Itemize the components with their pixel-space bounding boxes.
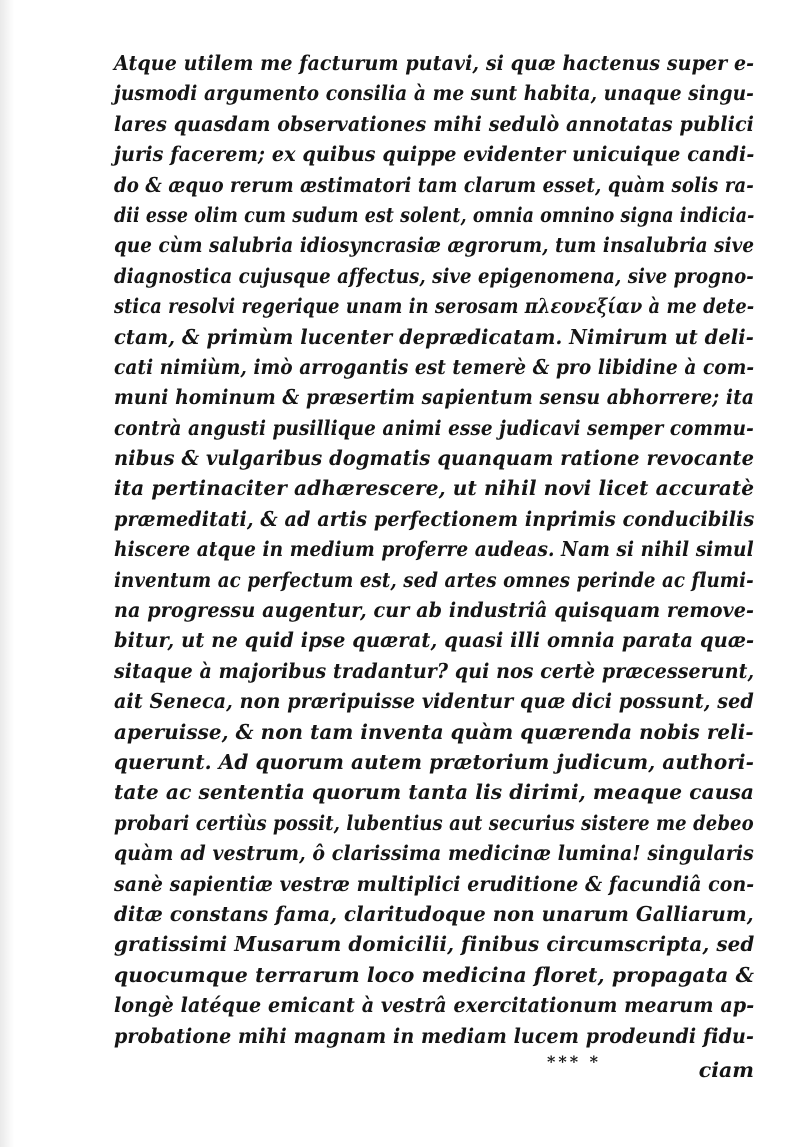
text-line: bitur, ut ne quid ipse quærat, quasi illi omnia parata quæ- [114,628,755,653]
text-line: cati nimiùm, imò arrogantis est temerè & pro libidine à com- [114,354,755,379]
text-line: muni hominum & præsertim sapientum sensu abhorrere; ita [114,385,755,410]
text-line: longè latéque emicant à vestrâ exercitationum mearum ap- [114,993,755,1018]
text-line: nibus & vulgaribus dogmatis quanquam ratione revocante [114,446,755,471]
page-footer [114,1052,754,1084]
text-line: ita pertinaciter adhærescere, ut nihil novi licet accuratè [114,476,755,501]
text-line: ctam, & primùm lucenter deprædicatam. Nimirum ut deli- [114,324,754,349]
text-line: quàm ad vestrum, ô clarissima medicinæ lumina! singularis [114,841,754,866]
text-line: jusmodi argumento consilia à me sunt habita, unaque singu- [114,81,754,106]
text-line: na progressu augentur, cur ab industriâ quisquam remove- [114,598,755,623]
text-line: querunt. Ad quorum autem prætorium judicum, authori- [114,749,754,774]
page-edge-shadow [0,0,14,1147]
text-line: inventum ac perfectum est, sed artes omnes perinde ac flumi- [114,567,754,592]
text-line: que cùm salubria idiosyncrasiæ ægrorum, tum insalubria sive [114,233,755,258]
text-line: hiscere atque in medium proferre audeas. Nam si nihil simul [114,537,754,562]
text-line: probatione mihi magnam in mediam lucem prodeundi fidu- [114,1023,754,1048]
text-line: stica resolvi regerique unam in serosam πλεονεξίαν à me dete- [114,294,755,319]
text-line: dii esse olim cum sudum est solent, omnia omnino signa indicia- [114,202,755,227]
text-line: quocumque terrarum loco medicina floret, propagata & [114,962,755,987]
text-line: gratissimi Musarum domicilii, finibus circumscripta, sed [114,932,755,957]
text-line: tate ac sententia quorum tanta lis dirimi, meaque causa [114,780,755,805]
text-line: probari certiùs possit, lubentius aut securius sistere me debeo [114,810,754,835]
text-line: juris facerem; ex quibus quippe evidenter unicuique candi- [114,142,755,167]
body-text [114,48,754,1051]
text-line: ait Seneca, non præripuisse videntur quæ dici possunt, sed [114,689,754,714]
text-line: aperuisse, & non tam inventa quàm quærenda nobis reli- [114,719,754,744]
text-line: ditæ constans fama, claritudoque non unarum Galliarum, [114,901,754,926]
text-line: Atque utilem me facturum putavi, si quæ hactenus super e- [114,51,755,75]
text-line: lares quasdam observationes mihi sedulò annotatas publici [114,111,755,136]
text-line: sanè sapientiæ vestræ multiplici eruditione & facundiâ con- [114,871,755,896]
signature-mark: *** * [547,1052,602,1071]
text-line: contrà angusti pusillique animi esse judicavi semper commu- [114,415,754,440]
text-line: sitaque à majoribus tradantur? qui nos certè præcesserunt, [114,658,755,683]
text-line: do & æquo rerum æstimatori tam clarum esset, quàm solis ra- [114,172,754,197]
text-line: præmeditati, & ad artis perfectionem inprimis conducibilis [114,506,755,531]
catchword: ciam [698,1058,754,1082]
text-line: diagnostica cujusque affectus, sive epigenomena, sive progno- [114,263,754,288]
